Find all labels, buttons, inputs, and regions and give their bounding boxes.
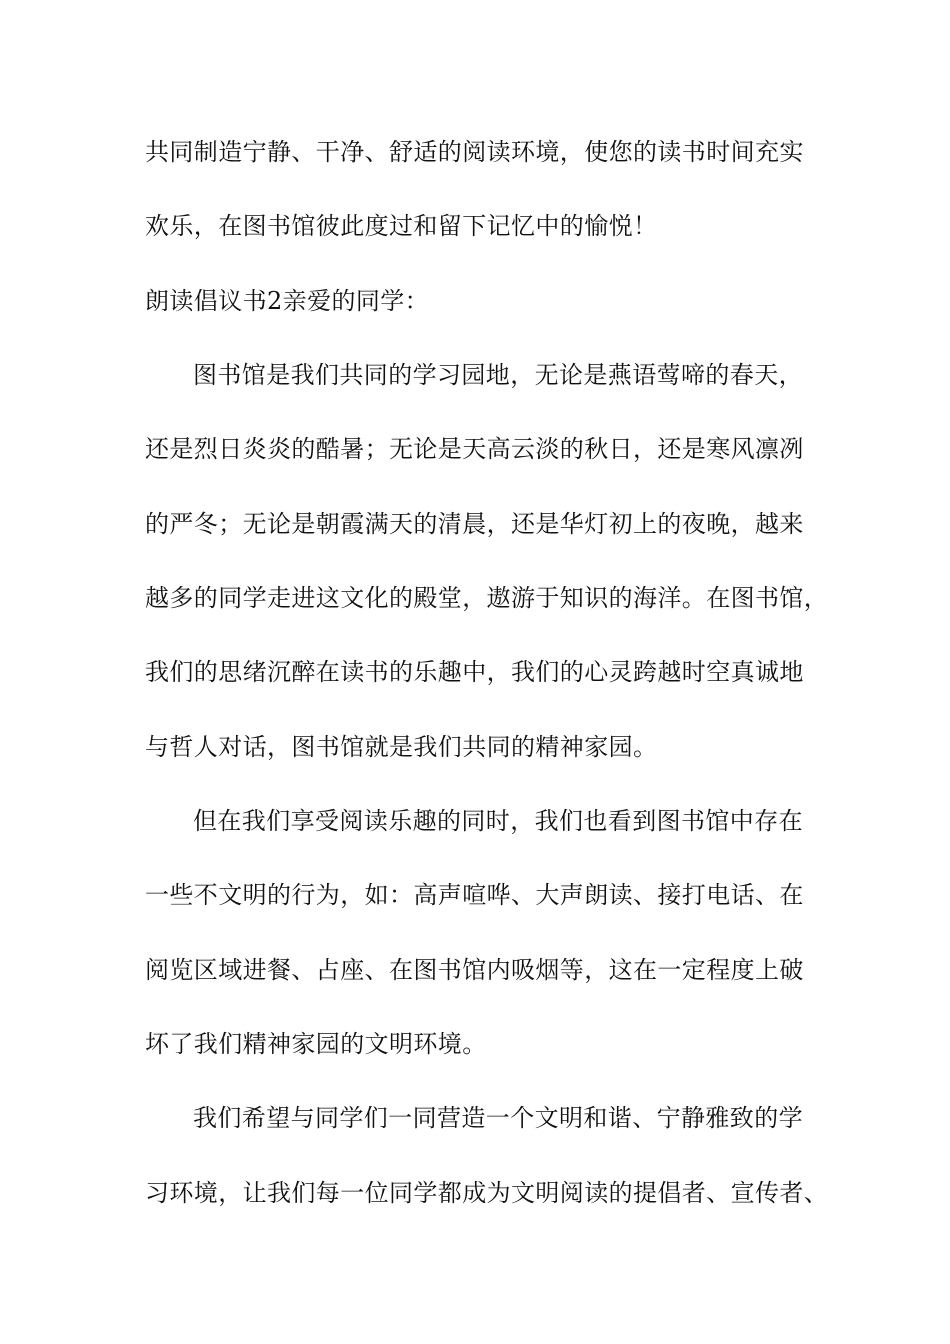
section-heading: 朗读倡议书2亲爱的同学： [145,287,430,315]
paragraph-2-line-3: 阅览区域进餐、占座、在图书馆内吸烟等，这在一定程度上破 [145,956,804,984]
paragraph-1-line-2: 还是烈日炎炎的酷暑；无论是天高云淡的秋日，还是寒风凛冽 [145,435,804,463]
paragraph-3-line-1: 我们希望与同学们一同营造一个文明和谐、宁静雅致的学 [193,1104,803,1132]
paragraph-1-line-1: 图书馆是我们共同的学习园地，无论是燕语莺啼的春天， [193,361,803,389]
paragraph-1-line-5: 我们的思绪沉醉在读书的乐趣中，我们的心灵跨越时空真诚地 [145,658,804,686]
text-line-2: 欢乐，在图书馆彼此度过和留下记忆中的愉悦！ [145,212,658,240]
paragraph-2-line-1: 但在我们享受阅读乐趣的同时，我们也看到图书馆中存在 [193,807,803,835]
paragraph-1-line-4: 越多的同学走进这文化的殿堂，遨游于知识的海洋。在图书馆， [145,584,829,612]
paragraph-2-line-4: 坏了我们精神家园的文明环境。 [145,1030,487,1058]
paragraph-3-line-2: 习环境，让我们每一位同学都成为文明阅读的提倡者、宣传者、 [145,1179,829,1207]
paragraph-2-line-2: 一些不文明的行为，如：高声喧哗、大声朗读、接打电话、在 [145,881,804,909]
text-line-1: 共同制造宁静、干净、舒适的阅读环境，使您的读书时间充实 [145,138,804,166]
paragraph-1-line-6: 与哲人对话，图书馆就是我们共同的精神家园。 [145,733,658,761]
paragraph-1-line-3: 的严冬；无论是朝霞满天的清晨，还是华灯初上的夜晚，越来 [145,510,804,538]
